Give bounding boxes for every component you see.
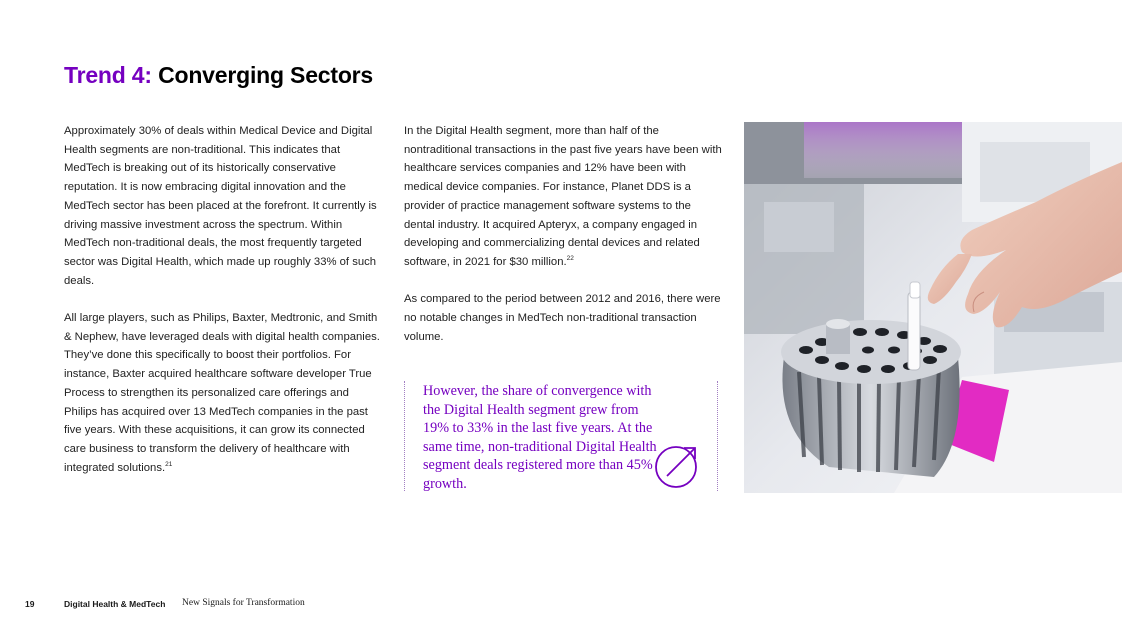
arrow-up-right-circle-icon [653,441,701,489]
photo-illustration [744,122,1122,493]
page-footer [0,597,600,613]
footer-subtitle: New Signals for Transformation [182,598,305,608]
footnote-22: 22 [566,254,574,262]
callout-text: However, the share of convergence with the Digital Health segment grew from 19% to 33% in the last five years. At the same time, non-traditional Digital Health segment deals registered more than 45% growth. [423,383,657,492]
left-paragraph-2-text: All large players, such as Philips, Baxter, Medtronic, and Smith & Nephew, have leveraged deals with digital health companies. They’ve done this specifically to boost their portfolios. For instance, Baxter acquired healthcare software developer True Process to strengthen its personalized care offerings and Philips has acquired over 13 MedTech companies in the past five years. With these acquisitions, it can grow its connected care business to transform the delivery of healthcare with integrated solutions. [64,312,380,474]
right-paragraph-1-text: In the Digital Health segment, more than half of the nontraditional transactions in the past five years have been with healthcare services companies and 12% have been with medical device companies. For instance, Planet DDS is a provider of practice management software systems to the dental industry. It acquired Apteryx, a company engaged in developing and commercializing dental devices and related software, in 2021 for $30 million. [404,125,722,268]
left-column [64,122,382,477]
callout-box [404,381,718,491]
right-paragraph-2: As compared to the period between 2012 and 2016, there were no notable changes in MedTech non-traditional transaction volume. [404,293,721,343]
page-title [64,62,373,89]
left-paragraph-1: Approximately 30% of deals within Medical Device and Digital Health segments are non-traditional. This indicates that MedTech is breaking out of its historically conservative reputation. It is now embracing digital innovation and the MedTech sector has been placed at the forefront. It currently is driving massive investment across the spectrum. Within MedTech non-traditional deals, the most frequently targeted sector was Digital Health, which made up roughly 33% of such deals. [64,125,377,287]
lab-sample-tray-photo [744,122,1122,493]
right-column [404,122,722,346]
title-main: Converging Sectors [158,62,374,88]
footnote-21: 21 [165,460,173,468]
footer-brand: Digital Health & MedTech [64,599,166,609]
page-number: 19 [25,599,35,609]
title-accent: Trend 4: [64,62,152,88]
right-paragraph-1 [404,122,722,272]
left-paragraph-2 [64,309,382,477]
